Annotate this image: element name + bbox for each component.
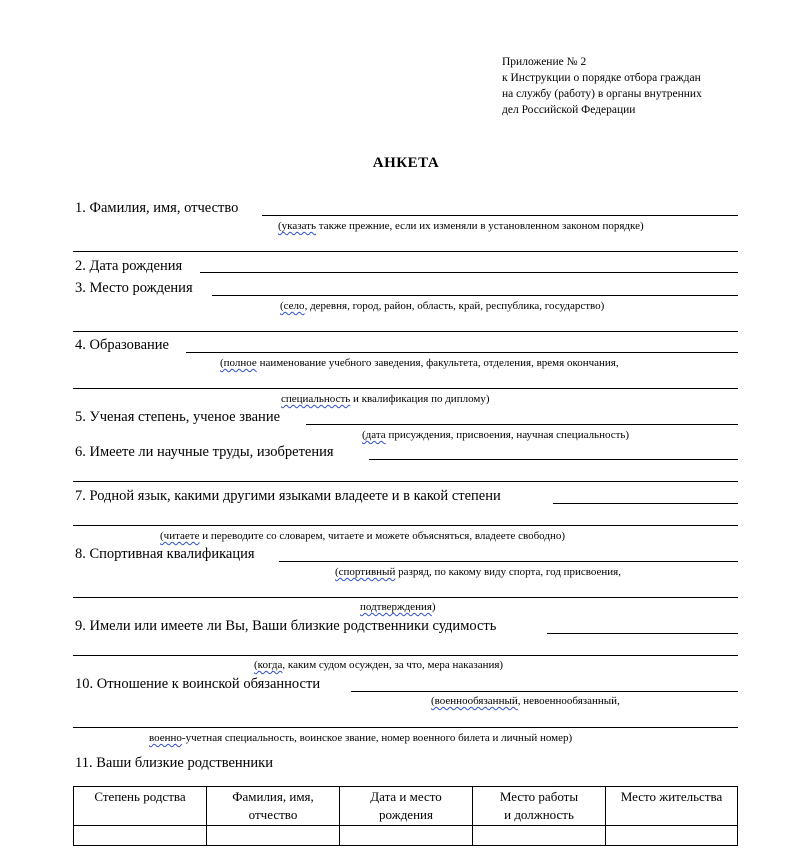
q7-label: 7. Родной язык, какими другими языками владеете и в какой степени [75,488,501,504]
q9-input-line-2[interactable] [73,655,738,656]
hint-text: и квалификация по диплому) [350,393,490,405]
q8-input-line-2[interactable] [73,597,738,598]
q2-input-line[interactable] [200,272,738,273]
header-text: Степень родства [94,789,186,804]
q5-hint [362,429,629,442]
q8-input-line[interactable] [279,561,738,562]
appendix-line: дел Российской Федерации [502,104,636,116]
appendix-line: на службу (работу) в органы внутренних [502,88,702,100]
q10-hint-2 [149,732,572,745]
spellcheck-word: (спортивный [335,566,396,578]
q10-input-line[interactable] [351,691,738,692]
hint-text: , каким судом осужден, за что, мера наказания) [282,659,504,671]
hint-text: , невоеннообязанный, [517,695,620,707]
spellcheck-word: (дата [362,429,386,441]
q5-input-line[interactable] [306,424,738,425]
spellcheck-word: (село [280,300,305,312]
q10-input-line-2[interactable] [73,727,738,728]
relatives-table [73,786,738,846]
q4-hint-2 [281,393,489,406]
q8-hint-2 [360,601,436,614]
q8-label: 8. Спортивная квалификация [75,546,255,562]
col-relation-header [74,787,207,826]
table-cell[interactable] [473,826,606,846]
table-cell[interactable] [340,826,473,846]
q5-label: 5. Ученая степень, ученое звание [75,409,281,425]
q1-hint [278,220,644,233]
q7-input-line[interactable] [553,503,738,504]
q9-hint [254,659,503,672]
header-text: рождения [379,807,433,822]
spellcheck-word: военно [149,732,182,744]
spellcheck-word: (читаете [160,530,200,542]
header-text: Дата и место [370,789,442,804]
col-fullname-header [207,787,340,826]
col-birth-header [340,787,473,826]
q3-hint [280,300,604,313]
table-cell[interactable] [74,826,207,846]
table-row [74,826,738,846]
q1-input-line[interactable] [262,215,738,216]
hint-text: присуждения, присвоения, научная специальность) [385,429,630,441]
hint-text: наименование учебного заведения, факультета, отделения, время окончания, [256,357,619,369]
appendix-line: к Инструкции о порядке отбора граждан [502,72,701,84]
q6-input-line-2[interactable] [73,481,738,482]
table-cell[interactable] [207,826,340,846]
q9-label: 9. Имели или имеете ли Вы, Ваши близкие родственники судимость [75,618,497,634]
q8-hint [335,566,621,579]
spellcheck-word: подтверждения [360,601,432,613]
header-text: Место жительства [620,789,723,804]
q4-input-line[interactable] [186,352,738,353]
q6-label: 6. Имеете ли научные труды, изобретения [75,444,334,460]
hint-text: разряд, по какому виду спорта, год присвоения, [395,566,621,578]
hint-text: также прежние, если их изменяли в установленном законом порядке) [316,220,644,232]
col-residence-header [606,787,738,826]
q4-hint [220,357,619,370]
header-text: и должность [504,807,574,822]
hint-text: , деревня, город, район, область, край, республика, государство) [304,300,605,312]
spellcheck-word: (полное [220,357,257,369]
table-cell[interactable] [606,826,738,846]
q7-hint [160,530,565,543]
spellcheck-word: (указать [278,220,316,232]
header-text: Место работы [499,789,579,804]
col-work-header [473,787,606,826]
q10-hint [431,695,620,708]
q3-input-line-2[interactable] [73,331,738,332]
header-text: отчество [248,807,298,822]
q1-input-line-2[interactable] [73,251,738,252]
appendix-line: Приложение № 2 [502,56,587,68]
spellcheck-word: специальность [281,393,351,405]
header-text: Фамилия, имя, [232,789,314,804]
q1-label: 1. Фамилия, имя, отчество [75,200,239,216]
q3-input-line[interactable] [212,295,738,296]
form-title: АНКЕТА [372,155,440,171]
q10-label: 10. Отношение к воинской обязанности [75,676,321,692]
table-header-row [74,787,738,826]
q7-input-line-2[interactable] [73,525,738,526]
q4-input-line-2[interactable] [73,388,738,389]
hint-text: и переводите со словарем, читаете и можете объясняться, владеете свободно) [199,530,566,542]
q9-input-line[interactable] [547,633,738,634]
q2-label: 2. Дата рождения [75,258,183,274]
spellcheck-word: (когда [254,659,283,671]
spellcheck-word: (военнообязанный [431,695,518,707]
appendix-note [502,54,702,118]
q4-label: 4. Образование [75,337,169,353]
q6-input-line[interactable] [369,459,738,460]
hint-text: -учетная специальность, воинское звание, номер военного билета и личный номер) [181,732,573,744]
q11-label: 11. Ваши близкие родственники [75,755,273,771]
q3-label: 3. Место рождения [75,280,193,296]
hint-text: ) [431,601,436,613]
